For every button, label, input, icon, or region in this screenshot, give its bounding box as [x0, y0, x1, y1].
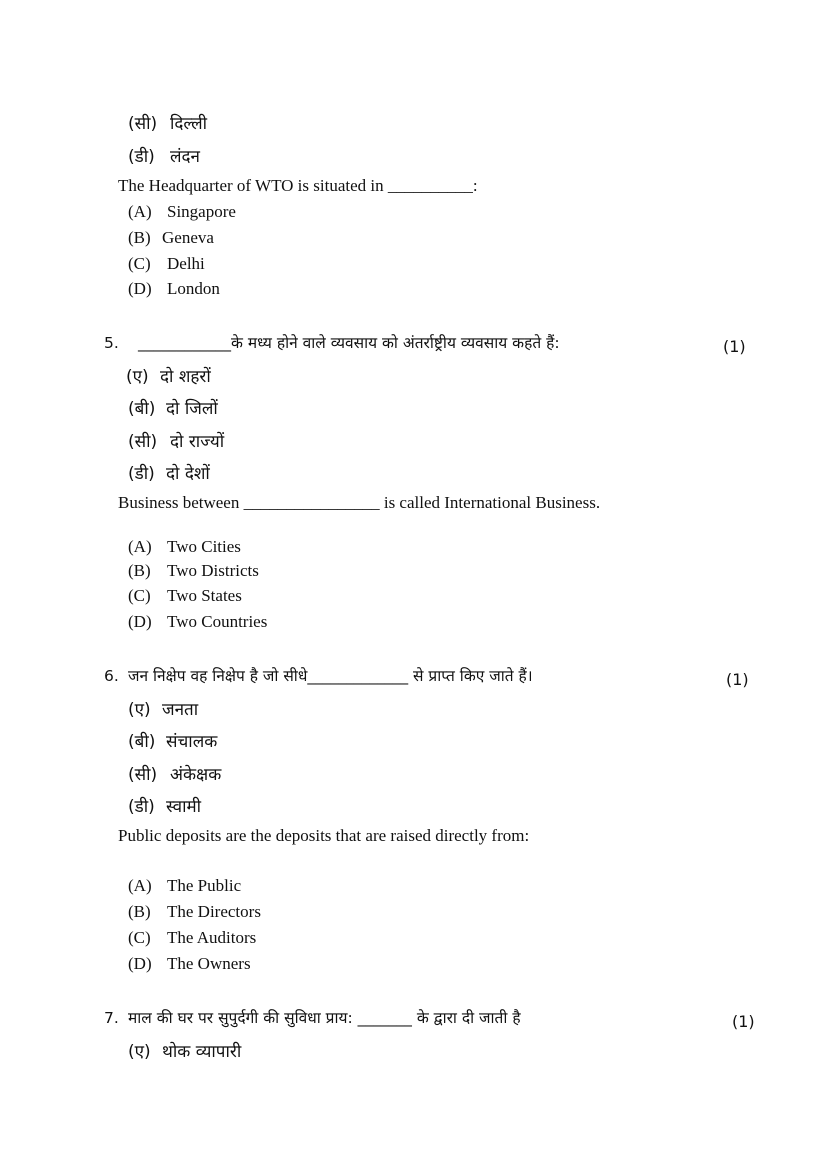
- option-c-hindi: [128, 767, 221, 784]
- option-label: (ए): [126, 367, 149, 387]
- option-text: स्वामी: [166, 797, 202, 817]
- option-b-hindi: [128, 734, 217, 751]
- option-c-hindi: [128, 116, 207, 133]
- option-text: दो शहरों: [160, 367, 211, 387]
- option-a-english: [128, 203, 236, 220]
- option-text: Two States: [167, 586, 242, 605]
- option-text: Singapore: [167, 202, 236, 221]
- option-c-hindi: [128, 434, 224, 451]
- option-text: Two Districts: [167, 561, 259, 580]
- option-b-english: [128, 229, 214, 246]
- question-text: जन निक्षेप वह निक्षेप है जो सीधे_____________ से प्राप्त किए जाते हैं।: [128, 667, 533, 685]
- option-text: Geneva: [162, 228, 214, 247]
- option-text: दो राज्यों: [170, 432, 225, 452]
- option-text: दो देशों: [166, 464, 210, 484]
- option-a-english: [128, 877, 241, 894]
- option-label: (B): [128, 561, 151, 580]
- option-d-hindi: [128, 149, 200, 166]
- option-b-english: [128, 903, 261, 920]
- question-text: ____________के मध्य होने वाले व्यवसाय को अंतर्राष्ट्रीय व्यवसाय कहते हैं:: [138, 334, 560, 352]
- option-d-english: [128, 955, 251, 972]
- option-text: जनता: [162, 700, 199, 720]
- option-d-english: [128, 280, 220, 297]
- option-text: The Auditors: [167, 928, 257, 947]
- option-label: (C): [128, 254, 151, 273]
- option-label: (D): [128, 612, 152, 631]
- option-text: The Directors: [167, 902, 261, 921]
- option-c-english: [128, 929, 256, 946]
- option-label: (सी): [128, 114, 158, 134]
- option-label: (C): [128, 586, 151, 605]
- option-a-hindi: [128, 702, 198, 719]
- option-label: (ए): [128, 700, 151, 720]
- option-text: Two Countries: [167, 612, 268, 631]
- option-text: The Public: [167, 876, 242, 895]
- option-d-hindi: [128, 466, 210, 483]
- question-4-english: The Headquarter of WTO is situated in __________:: [118, 176, 478, 195]
- option-label: (डी): [128, 464, 155, 484]
- option-label: (डी): [128, 797, 155, 817]
- option-text: Two Cities: [167, 537, 241, 556]
- option-label: (डी): [128, 147, 155, 167]
- option-c-english: [128, 255, 205, 272]
- option-label: (बी): [128, 732, 156, 752]
- option-label: (सी): [128, 765, 158, 785]
- option-c-english: [128, 587, 242, 604]
- option-a-hindi: [128, 1044, 241, 1061]
- option-label: (B): [128, 228, 151, 247]
- option-text: The Owners: [167, 954, 251, 973]
- option-d-hindi: [128, 799, 201, 816]
- question-number: 5.: [104, 334, 119, 352]
- question-number: 6.: [104, 667, 119, 685]
- option-label: (A): [128, 537, 152, 556]
- question-6-hindi: [104, 669, 533, 685]
- option-text: लंदन: [170, 147, 200, 167]
- option-label: (A): [128, 202, 152, 221]
- marks-badge: (1): [726, 670, 749, 689]
- option-text: Delhi: [167, 254, 205, 273]
- option-label: (बी): [128, 399, 156, 419]
- option-text: दो जिलों: [166, 399, 218, 419]
- question-5-english: Business between ________________ is called International Business.: [118, 493, 601, 512]
- question-text: माल की घर पर सुपुर्दगी की सुविधा प्राय: _______ के द्वारा दी जाती है: [128, 1009, 521, 1027]
- question-number: 7.: [104, 1009, 119, 1027]
- option-text: थोक व्यापारी: [162, 1042, 242, 1062]
- marks-badge: (1): [732, 1012, 755, 1031]
- option-label: (C): [128, 928, 151, 947]
- option-label: (सी): [128, 432, 158, 452]
- option-a-hindi: [126, 369, 211, 386]
- option-label: (D): [128, 954, 152, 973]
- option-text: London: [167, 279, 220, 298]
- option-text: दिल्ली: [170, 114, 208, 134]
- option-text: संचालक: [166, 732, 218, 752]
- question-6-english: Public deposits are the deposits that are raised directly from:: [118, 826, 530, 845]
- option-a-english: [128, 538, 241, 555]
- option-label: (A): [128, 876, 152, 895]
- option-text: अंकेक्षक: [170, 765, 222, 785]
- option-b-hindi: [128, 401, 218, 418]
- question-7-hindi: [104, 1011, 521, 1027]
- marks-badge: (1): [723, 337, 746, 356]
- question-5-hindi: [104, 336, 560, 352]
- option-label: (ए): [128, 1042, 151, 1062]
- option-label: (B): [128, 902, 151, 921]
- option-b-english: [128, 562, 259, 579]
- option-d-english: [128, 613, 267, 630]
- option-label: (D): [128, 279, 152, 298]
